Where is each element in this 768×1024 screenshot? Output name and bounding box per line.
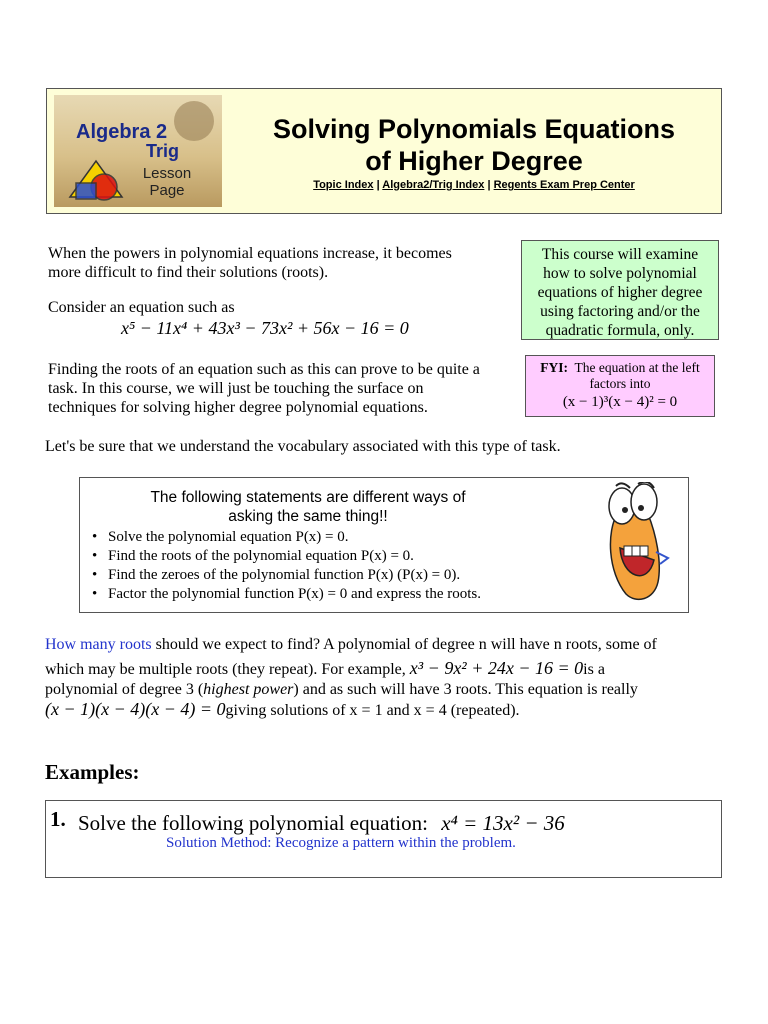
link-topic-index[interactable]: Topic Index [313, 179, 374, 191]
lesson-page-logo[interactable] [54, 95, 222, 207]
header-banner [46, 88, 722, 214]
statements-list [92, 528, 481, 604]
intro-paragraph-2: Consider an equation such as [48, 299, 235, 316]
statements-heading: The following statements are different ways of asking the same thing!! [150, 489, 466, 525]
example-equation: x³ − 9x² + 24x − 16 = 0 [409, 658, 584, 678]
list-item: • Solve the polynomial equation P(x) = 0. [92, 528, 481, 547]
fyi-note: FYI: The equation at the left factors into (x − 1)³(x − 4)² = 0 [525, 355, 715, 417]
link-regents-exam-prep[interactable]: Regents Exam Prep Center [493, 179, 635, 191]
statements-box [79, 477, 689, 613]
vocab-line: Let's be sure that we understand the vocabulary associated with this type of task. [45, 438, 561, 455]
solution-method: Solution Method: Recognize a pattern within the problem. [166, 835, 516, 851]
example-question: Solve the following polynomial equation: x⁴ = 13x² − 36 [78, 811, 565, 835]
examples-heading: Examples: [45, 760, 140, 784]
intro-paragraph-3: Finding the roots of an equation such as this can prove to be quite a task. In this course, we will just be touching the surface on techniques for solving higher degree polynomial equations. [48, 361, 480, 416]
tree-graphic [174, 101, 214, 141]
intro-paragraph-1: When the powers in polynomial equations increase, it becomes more difficult to find their solutions (roots). [48, 245, 452, 281]
nav-links: Topic Index | Algebra2/Trig Index | Regents Exam Prep Center [313, 179, 635, 191]
list-item: • Find the zeroes of the polynomial function P(x) (P(x) = 0). [92, 566, 481, 585]
intro-equation: x⁵ − 11x⁴ + 43x³ − 73x² + 56x − 16 = 0 [121, 318, 409, 338]
example-1-box [45, 800, 722, 878]
list-item: • Factor the polynomial function P(x) = 0 and express the roots. [92, 585, 481, 604]
roots-paragraph: How many roots should we expect to find? A polynomial of degree n will have n roots, some of which may be multiple roots (they repeat). For example, x³ − 9x² + 24x − 16 = 0is a polynomial of degree 3 (highest power) and as such will have 3 roots. This equation is really (x − 1)(x − 4)(x − 4) = 0giving solutions of x = 1 and x = 4 (repeated). [45, 636, 657, 719]
how-many-roots-link[interactable]: How many roots [45, 636, 152, 653]
course-scope-note: This course will examine how to solve polynomial equations of higher degree using factoring and/or the quadratic formula, only. [521, 240, 719, 340]
factored-equation: (x − 1)(x − 4)(x − 4) = 0 [45, 699, 226, 719]
example-number: 1. [50, 807, 66, 831]
logo-line1: Algebra 2 [76, 121, 168, 143]
logo-line2: Trig [146, 141, 180, 161]
page-title: Solving Polynomials Equations of Higher Degree [272, 114, 676, 176]
list-item: • Find the roots of the polynomial equation P(x) = 0. [92, 547, 481, 566]
fyi-equation: (x − 1)³(x − 4)² = 0 [562, 394, 678, 410]
example-equation: x⁴ = 13x² − 36 [441, 811, 565, 835]
link-algebra2-trig-index[interactable]: Algebra2/Trig Index [382, 179, 485, 191]
logo-line3: Lesson Page [142, 165, 192, 199]
shapes-icon [66, 157, 130, 203]
cartoon-face-icon [596, 482, 676, 606]
